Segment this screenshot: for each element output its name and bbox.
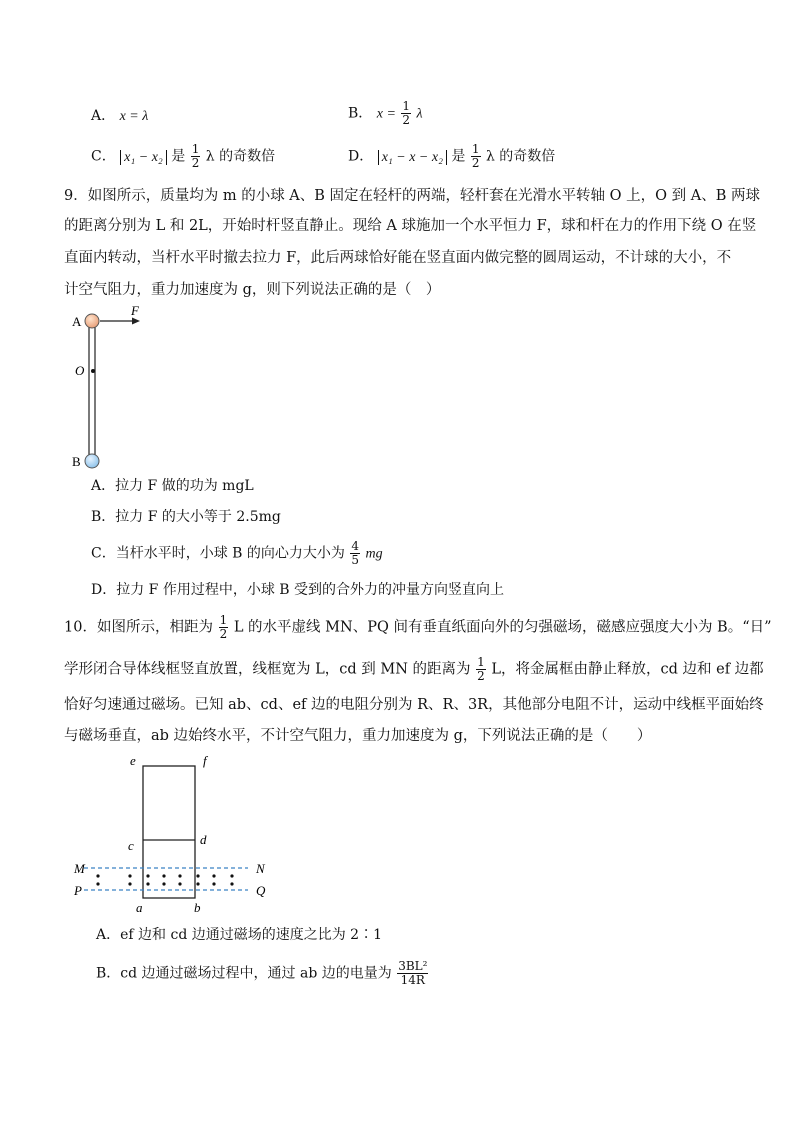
label-d: d <box>200 832 207 847</box>
q9-option-c[interactable] <box>91 540 383 567</box>
q9-stem-line-2: 的距离分别为 L 和 2L，开始时杆竖直静止。现给 A 球施加一个水平恒力 F，球和杆在力的作用下绕 O 在竖 <box>64 218 757 234</box>
magnetic-field-dots <box>96 874 233 885</box>
label-b: B <box>72 454 81 469</box>
label-n: N <box>256 861 265 876</box>
q9-rod-diagram <box>60 300 180 475</box>
option-expression-suffix: λ <box>416 106 423 122</box>
abs-expression: x₁ − x₂ <box>120 150 167 165</box>
q10-stem-line-2 <box>64 656 764 683</box>
fraction <box>350 540 360 567</box>
option-label: A． <box>91 108 116 124</box>
fraction-numerator: 1 <box>471 142 480 156</box>
fraction-numerator: 1 <box>191 142 200 156</box>
stem-text: L，将金属框由静止释放，cd 边和 ef 边都 <box>491 661 764 678</box>
option-label: D． <box>348 148 374 165</box>
fraction-denominator: 2 <box>471 156 480 170</box>
fraction-numerator: 1 <box>219 613 228 627</box>
label-a: A <box>72 314 82 329</box>
ball-b <box>85 454 99 468</box>
option-text: B．cd 边通过磁场过程中，通过 ab 边的电量为 <box>96 965 392 982</box>
abs-expression: x₁ − x − x₂ <box>378 150 447 165</box>
label-e: e <box>130 753 136 768</box>
fraction-denominator: 2 <box>402 113 411 127</box>
fraction-numerator: 1 <box>477 655 485 669</box>
option-text: 是 <box>171 148 186 165</box>
fraction-denominator: 2 <box>191 156 200 170</box>
fraction-denominator: 2 <box>477 669 485 683</box>
option-expression: x = λ <box>119 109 149 124</box>
q10-option-b[interactable] <box>96 960 429 987</box>
q9-option-d[interactable]: D．拉力 F 作用过程中，小球 B 受到的合外力的冲量方向竖直向上 <box>91 582 505 598</box>
ball-a <box>85 314 99 328</box>
arrow-head <box>132 318 140 325</box>
q8-option-a[interactable] <box>91 106 148 127</box>
option-text: 是 <box>451 148 466 165</box>
q10-frame-diagram <box>60 752 280 917</box>
fraction <box>397 960 428 987</box>
fraction-numerator: 3BL² <box>398 959 428 973</box>
option-text: mg <box>365 546 383 562</box>
q10-option-a[interactable]: A．ef 边和 cd 边通过磁场的速度之比为 2∶1 <box>96 927 382 943</box>
stem-text: 10．如图所示，相距为 <box>64 619 213 636</box>
q9-stem-line-4: 计空气阻力，重力加速度为 g，则下列说法正确的是（ ） <box>64 282 441 298</box>
fraction <box>471 143 481 170</box>
q10-stem-line-1 <box>64 614 772 641</box>
q8-option-c[interactable] <box>91 143 275 170</box>
label-m: M <box>74 861 85 876</box>
q8-option-d[interactable] <box>348 143 555 170</box>
label-f: F <box>131 303 139 318</box>
label-p: P <box>74 883 82 898</box>
q9-option-a[interactable]: A．拉力 F 做的功为 mgL <box>91 478 254 494</box>
fraction <box>219 614 229 641</box>
fraction-numerator: 4 <box>351 539 359 553</box>
rod <box>89 327 95 455</box>
label-o: O <box>75 363 85 378</box>
wire-frame <box>143 766 195 898</box>
stem-text: L 的水平虚线 MN、PQ 间有垂直纸面向外的匀强磁场，磁感应强度大小为 B。“日” <box>233 619 772 636</box>
fraction <box>401 100 411 127</box>
q10-stem-line-4: 与磁场垂直，ab 边始终水平，不计空气阻力，重力加速度为 g，下列说法正确的是（ ） <box>64 728 652 744</box>
option-expression-prefix: x = <box>376 106 396 122</box>
label-q: Q <box>256 883 266 898</box>
label-b: b <box>194 900 201 915</box>
stem-text: 学形闭合导体线框竖直放置，线框宽为 L，cd 到 MN 的距离为 <box>64 661 471 678</box>
fraction-numerator: 1 <box>402 99 411 113</box>
label-a: a <box>136 900 143 915</box>
fraction <box>476 656 486 683</box>
q9-stem-line-3: 直面内转动，当杆水平时撤去拉力 F，此后两球恰好能在竖直面内做完整的圆周运动，不计球的大小，不 <box>64 250 732 266</box>
q8-option-b[interactable] <box>348 100 423 127</box>
option-label: B． <box>348 105 373 122</box>
q9-option-b[interactable]: B．拉力 F 的大小等于 2.5mg <box>91 509 281 525</box>
label-c: c <box>128 838 134 853</box>
fraction-denominator: 14R <box>400 973 425 987</box>
option-text: C．当杆水平时，小球 B 的向心力大小为 <box>91 545 345 562</box>
q9-stem-line-1: 9．如图所示，质量均为 m 的小球 A、B 固定在轻杆的两端，轻杆套在光滑水平转轴 O 上，O 到 A、B 两球 <box>64 188 760 204</box>
fraction-denominator: 5 <box>351 553 359 567</box>
fraction <box>191 143 201 170</box>
pivot-o <box>91 369 95 373</box>
option-text: λ 的奇数倍 <box>485 148 556 165</box>
option-label: C． <box>91 148 116 165</box>
q10-stem-line-3: 恰好匀速通过磁场。已知 ab、cd、ef 边的电阻分别为 R、R、3R，其他部分电阻不计，运动中线框平面始终 <box>64 697 764 713</box>
option-text: λ 的奇数倍 <box>205 148 276 165</box>
fraction-denominator: 2 <box>219 627 228 641</box>
label-f: f <box>203 753 207 768</box>
